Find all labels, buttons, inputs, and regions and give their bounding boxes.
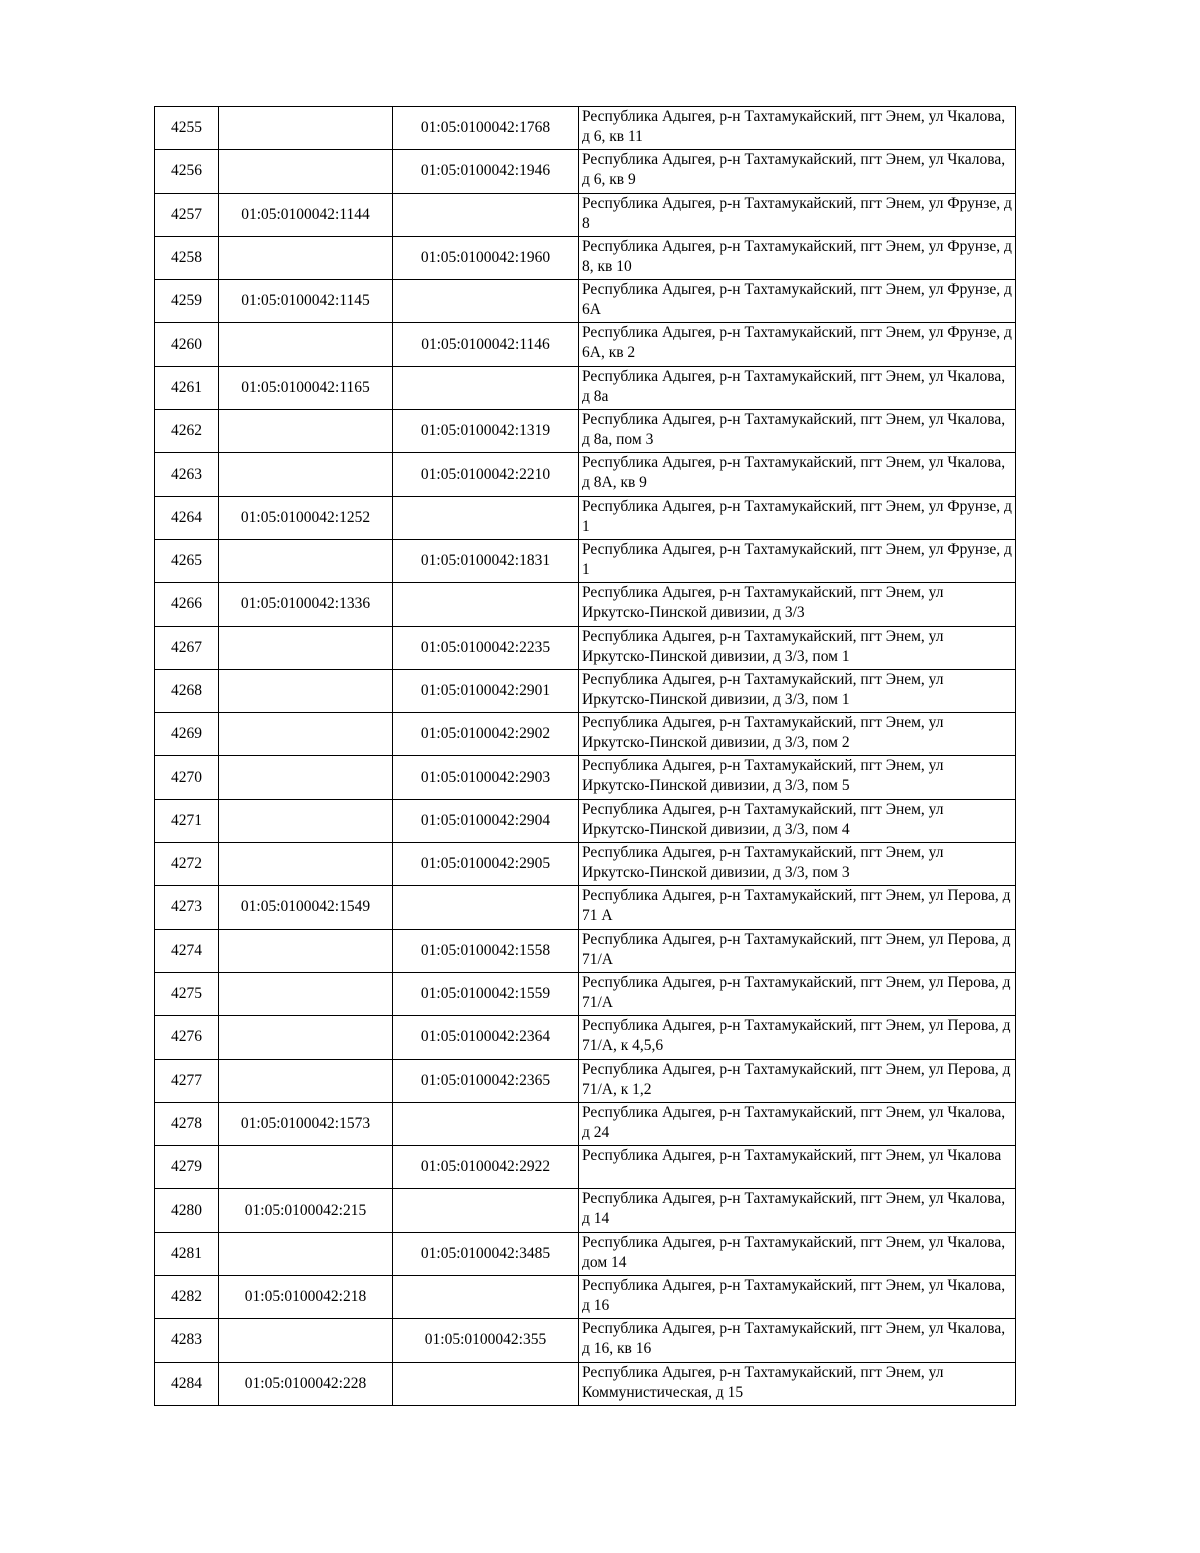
land-cadastral-number-cell <box>219 626 393 669</box>
row-number-cell: 4269 <box>155 713 219 756</box>
table-row <box>155 323 1016 366</box>
address-cell: Республика Адыгея, р-н Тахтамукайский, пгт Энем, ул Фрунзе, д 1 <box>579 539 1016 582</box>
row-number-cell: 4260 <box>155 323 219 366</box>
address-cell: Республика Адыгея, р-н Тахтамукайский, пгт Энем, ул Фрунзе, д 1 <box>579 496 1016 539</box>
address-cell: Республика Адыгея, р-н Тахтамукайский, пгт Энем, ул Перова, д 71 А <box>579 886 1016 929</box>
table-row <box>155 1016 1016 1059</box>
object-cadastral-number-cell: 01:05:0100042:1768 <box>393 107 579 150</box>
row-number-cell: 4264 <box>155 496 219 539</box>
land-cadastral-number-cell: 01:05:0100042:1573 <box>219 1102 393 1145</box>
table-row <box>155 886 1016 929</box>
row-number-cell: 4281 <box>155 1232 219 1275</box>
table-row <box>155 1102 1016 1145</box>
table-row <box>155 366 1016 409</box>
row-number-cell: 4275 <box>155 972 219 1015</box>
land-cadastral-number-cell: 01:05:0100042:1252 <box>219 496 393 539</box>
row-number-cell: 4270 <box>155 756 219 799</box>
table-row <box>155 410 1016 453</box>
object-cadastral-number-cell <box>393 280 579 323</box>
object-cadastral-number-cell <box>393 1102 579 1145</box>
object-cadastral-number-cell: 01:05:0100042:1831 <box>393 539 579 582</box>
land-cadastral-number-cell: 01:05:0100042:1145 <box>219 280 393 323</box>
row-number-cell: 4271 <box>155 799 219 842</box>
object-cadastral-number-cell <box>393 366 579 409</box>
object-cadastral-number-cell: 01:05:0100042:2235 <box>393 626 579 669</box>
cadastral-registry-table <box>154 106 1016 1406</box>
object-cadastral-number-cell: 01:05:0100042:2364 <box>393 1016 579 1059</box>
row-number-cell: 4258 <box>155 236 219 279</box>
row-number-cell: 4268 <box>155 669 219 712</box>
row-number-cell: 4263 <box>155 453 219 496</box>
object-cadastral-number-cell: 01:05:0100042:2901 <box>393 669 579 712</box>
row-number-cell: 4255 <box>155 107 219 150</box>
row-number-cell: 4280 <box>155 1189 219 1232</box>
table-row <box>155 193 1016 236</box>
address-cell: Республика Адыгея, р-н Тахтамукайский, пгт Энем, ул Иркутско-Пинской дивизии, д 3/3, пом 3 <box>579 843 1016 886</box>
address-cell: Республика Адыгея, р-н Тахтамукайский, пгт Энем, ул Чкалова, д 6, кв 11 <box>579 107 1016 150</box>
address-cell: Республика Адыгея, р-н Тахтамукайский, пгт Энем, ул Иркутско-Пинской дивизии, д 3/3, пом 4 <box>579 799 1016 842</box>
object-cadastral-number-cell: 01:05:0100042:2904 <box>393 799 579 842</box>
row-number-cell: 4267 <box>155 626 219 669</box>
address-cell: Республика Адыгея, р-н Тахтамукайский, пгт Энем, ул Перова, д 71/А <box>579 972 1016 1015</box>
address-cell: Республика Адыгея, р-н Тахтамукайский, пгт Энем, ул Чкалова, д 16 <box>579 1276 1016 1319</box>
object-cadastral-number-cell <box>393 583 579 626</box>
row-number-cell: 4284 <box>155 1362 219 1405</box>
land-cadastral-number-cell: 01:05:0100042:218 <box>219 1276 393 1319</box>
row-number-cell: 4276 <box>155 1016 219 1059</box>
table-row <box>155 972 1016 1015</box>
land-cadastral-number-cell <box>219 539 393 582</box>
land-cadastral-number-cell <box>219 107 393 150</box>
address-cell: Республика Адыгея, р-н Тахтамукайский, пгт Энем, ул Иркутско-Пинской дивизии, д 3/3, пом 5 <box>579 756 1016 799</box>
land-cadastral-number-cell: 01:05:0100042:215 <box>219 1189 393 1232</box>
object-cadastral-number-cell: 01:05:0100042:1559 <box>393 972 579 1015</box>
object-cadastral-number-cell: 01:05:0100042:2365 <box>393 1059 579 1102</box>
table-row <box>155 453 1016 496</box>
land-cadastral-number-cell <box>219 713 393 756</box>
object-cadastral-number-cell: 01:05:0100042:2922 <box>393 1146 579 1189</box>
address-cell: Республика Адыгея, р-н Тахтамукайский, пгт Энем, ул Чкалова, д 14 <box>579 1189 1016 1232</box>
row-number-cell: 4278 <box>155 1102 219 1145</box>
table-row <box>155 756 1016 799</box>
land-cadastral-number-cell: 01:05:0100042:228 <box>219 1362 393 1405</box>
table-row <box>155 1362 1016 1405</box>
table-row <box>155 1276 1016 1319</box>
table-row <box>155 1146 1016 1189</box>
address-cell: Республика Адыгея, р-н Тахтамукайский, пгт Энем, ул Фрунзе, д 8 <box>579 193 1016 236</box>
object-cadastral-number-cell <box>393 886 579 929</box>
land-cadastral-number-cell: 01:05:0100042:1549 <box>219 886 393 929</box>
land-cadastral-number-cell: 01:05:0100042:1144 <box>219 193 393 236</box>
address-cell: Республика Адыгея, р-н Тахтамукайский, пгт Энем, ул Перова, д 71/А, к 1,2 <box>579 1059 1016 1102</box>
table-row <box>155 280 1016 323</box>
address-cell: Республика Адыгея, р-н Тахтамукайский, пгт Энем, ул Перова, д 71/А, к 4,5,6 <box>579 1016 1016 1059</box>
row-number-cell: 4257 <box>155 193 219 236</box>
land-cadastral-number-cell <box>219 1059 393 1102</box>
land-cadastral-number-cell <box>219 1319 393 1362</box>
table-row <box>155 626 1016 669</box>
row-number-cell: 4266 <box>155 583 219 626</box>
address-cell: Республика Адыгея, р-н Тахтамукайский, пгт Энем, ул Чкалова, д 8А, кв 9 <box>579 453 1016 496</box>
address-cell: Республика Адыгея, р-н Тахтамукайский, пгт Энем, ул Чкалова <box>579 1146 1016 1189</box>
row-number-cell: 4259 <box>155 280 219 323</box>
land-cadastral-number-cell <box>219 1232 393 1275</box>
table-row <box>155 1059 1016 1102</box>
land-cadastral-number-cell <box>219 669 393 712</box>
land-cadastral-number-cell <box>219 150 393 193</box>
row-number-cell: 4265 <box>155 539 219 582</box>
table-row <box>155 107 1016 150</box>
land-cadastral-number-cell <box>219 799 393 842</box>
table-row <box>155 496 1016 539</box>
address-cell: Республика Адыгея, р-н Тахтамукайский, пгт Энем, ул Чкалова, дом 14 <box>579 1232 1016 1275</box>
address-cell: Республика Адыгея, р-н Тахтамукайский, пгт Энем, ул Перова, д 71/А <box>579 929 1016 972</box>
table-row <box>155 236 1016 279</box>
table-row <box>155 669 1016 712</box>
address-cell: Республика Адыгея, р-н Тахтамукайский, пгт Энем, ул Чкалова, д 24 <box>579 1102 1016 1145</box>
land-cadastral-number-cell: 01:05:0100042:1336 <box>219 583 393 626</box>
table-row <box>155 150 1016 193</box>
table-row <box>155 799 1016 842</box>
table-row <box>155 1319 1016 1362</box>
object-cadastral-number-cell <box>393 193 579 236</box>
object-cadastral-number-cell: 01:05:0100042:1946 <box>393 150 579 193</box>
table-row <box>155 1232 1016 1275</box>
land-cadastral-number-cell: 01:05:0100042:1165 <box>219 366 393 409</box>
object-cadastral-number-cell: 01:05:0100042:1319 <box>393 410 579 453</box>
land-cadastral-number-cell <box>219 756 393 799</box>
table-row <box>155 1189 1016 1232</box>
object-cadastral-number-cell: 01:05:0100042:355 <box>393 1319 579 1362</box>
address-cell: Республика Адыгея, р-н Тахтамукайский, пгт Энем, ул Иркутско-Пинской дивизии, д 3/3, пом 1 <box>579 626 1016 669</box>
object-cadastral-number-cell: 01:05:0100042:2210 <box>393 453 579 496</box>
address-cell: Республика Адыгея, р-н Тахтамукайский, пгт Энем, ул Чкалова, д 16, кв 16 <box>579 1319 1016 1362</box>
row-number-cell: 4279 <box>155 1146 219 1189</box>
object-cadastral-number-cell: 01:05:0100042:1960 <box>393 236 579 279</box>
table-row <box>155 713 1016 756</box>
address-cell: Республика Адыгея, р-н Тахтамукайский, пгт Энем, ул Фрунзе, д 8, кв 10 <box>579 236 1016 279</box>
land-cadastral-number-cell <box>219 410 393 453</box>
land-cadastral-number-cell <box>219 1016 393 1059</box>
table-row <box>155 843 1016 886</box>
address-cell: Республика Адыгея, р-н Тахтамукайский, пгт Энем, ул Иркутско-Пинской дивизии, д 3/3 <box>579 583 1016 626</box>
table-row <box>155 583 1016 626</box>
row-number-cell: 4256 <box>155 150 219 193</box>
table-row <box>155 929 1016 972</box>
row-number-cell: 4283 <box>155 1319 219 1362</box>
table-row <box>155 539 1016 582</box>
address-cell: Республика Адыгея, р-н Тахтамукайский, пгт Энем, ул Чкалова, д 6, кв 9 <box>579 150 1016 193</box>
row-number-cell: 4262 <box>155 410 219 453</box>
address-cell: Республика Адыгея, р-н Тахтамукайский, пгт Энем, ул Иркутско-Пинской дивизии, д 3/3, пом 1 <box>579 669 1016 712</box>
land-cadastral-number-cell <box>219 1146 393 1189</box>
row-number-cell: 4261 <box>155 366 219 409</box>
land-cadastral-number-cell <box>219 972 393 1015</box>
row-number-cell: 4274 <box>155 929 219 972</box>
address-cell: Республика Адыгея, р-н Тахтамукайский, пгт Энем, ул Фрунзе, д 6А <box>579 280 1016 323</box>
object-cadastral-number-cell <box>393 1276 579 1319</box>
address-cell: Республика Адыгея, р-н Тахтамукайский, пгт Энем, ул Иркутско-Пинской дивизии, д 3/3, пом 2 <box>579 713 1016 756</box>
address-cell: Республика Адыгея, р-н Тахтамукайский, пгт Энем, ул Коммунистическая, д 15 <box>579 1362 1016 1405</box>
object-cadastral-number-cell: 01:05:0100042:1558 <box>393 929 579 972</box>
address-cell: Республика Адыгея, р-н Тахтамукайский, пгт Энем, ул Чкалова, д 8а <box>579 366 1016 409</box>
registry-table-body <box>155 107 1016 1406</box>
land-cadastral-number-cell <box>219 929 393 972</box>
row-number-cell: 4273 <box>155 886 219 929</box>
object-cadastral-number-cell: 01:05:0100042:2905 <box>393 843 579 886</box>
land-cadastral-number-cell <box>219 236 393 279</box>
object-cadastral-number-cell: 01:05:0100042:3485 <box>393 1232 579 1275</box>
object-cadastral-number-cell: 01:05:0100042:1146 <box>393 323 579 366</box>
address-cell: Республика Адыгея, р-н Тахтамукайский, пгт Энем, ул Фрунзе, д 6А, кв 2 <box>579 323 1016 366</box>
land-cadastral-number-cell <box>219 843 393 886</box>
object-cadastral-number-cell: 01:05:0100042:2902 <box>393 713 579 756</box>
object-cadastral-number-cell <box>393 1189 579 1232</box>
row-number-cell: 4277 <box>155 1059 219 1102</box>
land-cadastral-number-cell <box>219 453 393 496</box>
object-cadastral-number-cell <box>393 496 579 539</box>
object-cadastral-number-cell: 01:05:0100042:2903 <box>393 756 579 799</box>
row-number-cell: 4282 <box>155 1276 219 1319</box>
address-cell: Республика Адыгея, р-н Тахтамукайский, пгт Энем, ул Чкалова, д 8а, пом 3 <box>579 410 1016 453</box>
object-cadastral-number-cell <box>393 1362 579 1405</box>
land-cadastral-number-cell <box>219 323 393 366</box>
row-number-cell: 4272 <box>155 843 219 886</box>
